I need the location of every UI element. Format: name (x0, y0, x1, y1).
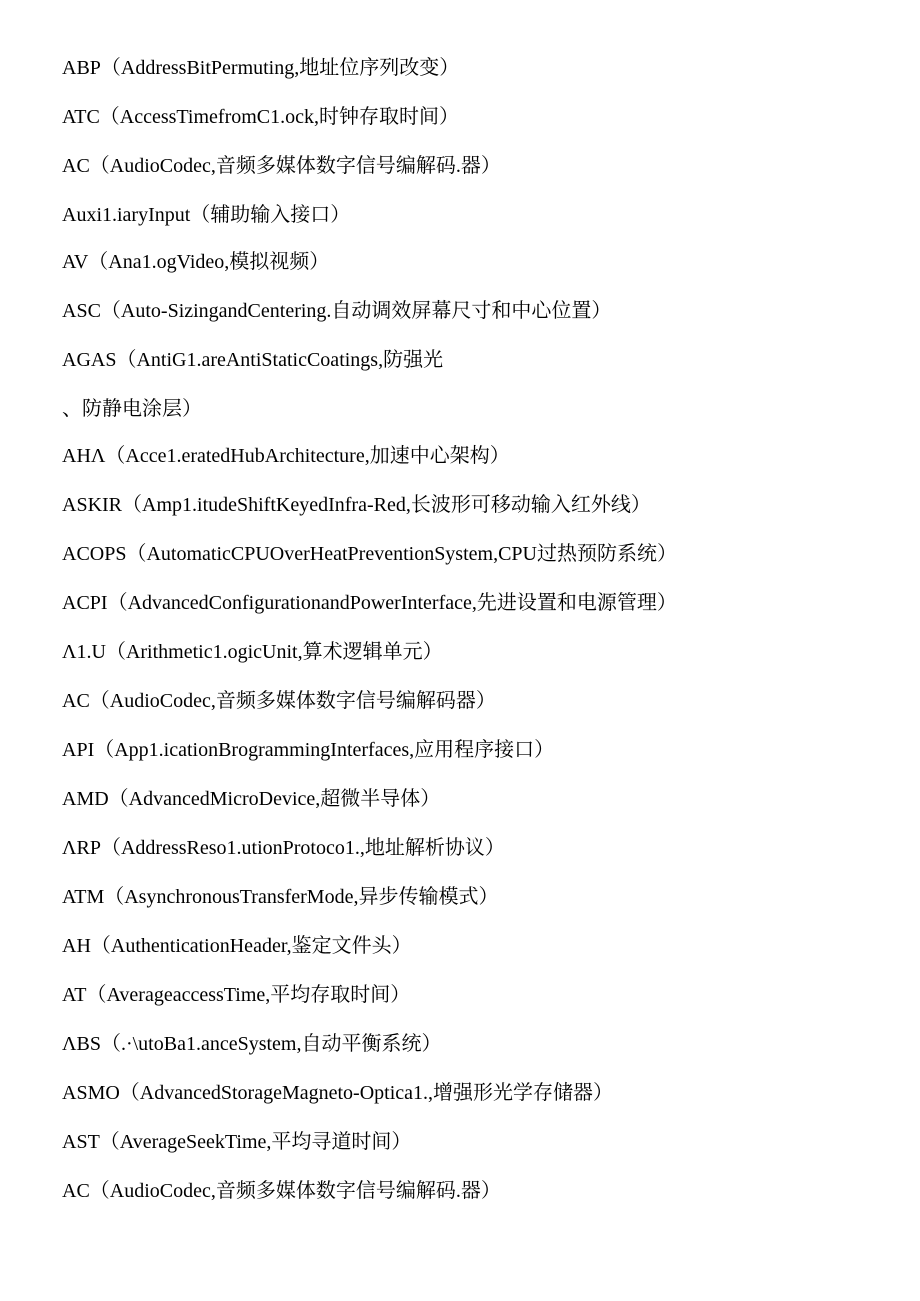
entry-auxiliary-input: Auxi1.iaryInput（辅助输入接口） (62, 204, 351, 226)
entry-atm: ATM（AsynchronousTransferMode,异步传输模式） (62, 886, 499, 908)
entry-ac: AC（AudioCodec,音频多媒体数字信号编解码.器） (62, 155, 501, 177)
entry-acops: ACOPS（AutomaticCPUOverHeatPreventionSystem,CPU过热预防系统） (62, 543, 677, 565)
entry-asc: ASC（Auto-SizingandCentering.自动调效屏幕尺寸和中心位置） (62, 300, 612, 322)
entry-ast: AST（AverageSeekTime,平均寻道时间） (62, 1131, 412, 1153)
entry-abs: ΛBS（.·\utoBa1.anceSystem,自动平衡系统） (62, 1033, 442, 1055)
entry-asmo: ASMO（AdvancedStorageMagneto-Optica1.,增强形光学存储器） (62, 1082, 614, 1104)
entry-av: AV（Ana1.ogVideo,模拟视频） (62, 251, 330, 273)
entry-atc: ATC（AccessTimefromC1.ock,时钟存取时间） (62, 106, 460, 128)
entry-ac-3: AC（AudioCodec,音频多媒体数字信号编解码.器） (62, 1180, 501, 1202)
entry-agas: AGAS（AntiG1.areAntiStaticCoatings,防强光 (62, 349, 444, 371)
entry-ah: AH（AuthenticationHeader,鉴定文件头） (62, 935, 412, 957)
entry-ac-2: AC（AudioCodec,音频多媒体数字信号编解码器） (62, 690, 496, 712)
entry-api: API（App1.icationBrogrammingInterfaces,应用程序接口） (62, 739, 555, 761)
entry-agas-continuation: 、防静电涂层） (62, 398, 202, 420)
entry-amd: AMD（AdvancedMicroDevice,超微半导体） (62, 788, 441, 810)
entry-aha: AHΛ（Acce1.eratedHubArchitecture,加速中心架构） (62, 445, 510, 467)
entry-acpi: ACPI（AdvancedConfigurationandPowerInterface,先进设置和电源管理） (62, 592, 677, 614)
entry-arp: ΛRP（AddressReso1.utionProtoco1.,地址解析协议） (62, 837, 505, 859)
entry-at: AT（AverageaccessTime,平均存取时间） (62, 984, 411, 1006)
entry-alu: Λ1.U（Arithmetic1.ogicUnit,算术逻辑单元） (62, 641, 443, 663)
entry-askir: ASKIR（Amp1.itudeShiftKeyedInfra-Red,长波形可移动输入红外线） (62, 494, 651, 516)
entry-abp: ABP（AddressBitPermuting,地址位序列改变） (62, 57, 460, 79)
